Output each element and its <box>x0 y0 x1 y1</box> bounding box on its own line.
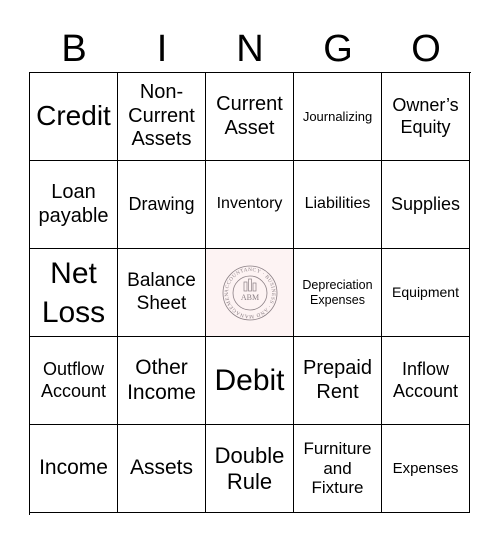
bingo-cell[interactable] <box>382 161 470 249</box>
cell-text: Drawing <box>128 193 195 214</box>
cell-text: Credit <box>36 100 111 132</box>
cell-text: Income <box>39 456 108 480</box>
bingo-cell[interactable] <box>118 425 206 513</box>
cell-text: Non- Current Assets <box>128 81 195 151</box>
bingo-cell[interactable] <box>382 249 470 337</box>
cell-text: Prepaid Rent <box>303 357 372 403</box>
cell-text: Other Income <box>127 355 196 404</box>
cell-text: Debit <box>214 363 285 397</box>
cell-text: Net Loss <box>41 256 106 329</box>
bingo-cell[interactable] <box>294 249 382 337</box>
bingo-card <box>29 72 471 515</box>
cell-text: Owner’s Equity <box>392 95 459 137</box>
bingo-cell[interactable] <box>294 337 382 425</box>
cell-text: Loan payable <box>38 181 109 227</box>
bingo-cell[interactable] <box>118 337 206 425</box>
bingo-cell[interactable] <box>206 161 294 249</box>
bingo-cell[interactable] <box>30 425 118 513</box>
bingo-cell[interactable] <box>294 161 382 249</box>
logo-text: ABM <box>240 292 259 302</box>
bingo-cell[interactable] <box>206 425 294 513</box>
header-letter-g: G <box>323 28 353 70</box>
cell-text: Equipment <box>392 284 459 301</box>
cell-text: Journalizing <box>302 108 373 124</box>
building-logo-icon <box>220 263 280 323</box>
svg-text:ACCOUNTANCY · BUSINESS · AND M <box>220 263 276 319</box>
cell-text: Depreciation Expenses <box>302 277 373 307</box>
cell-text: Liabilities <box>304 195 371 213</box>
bingo-cell[interactable] <box>294 425 382 513</box>
cell-text: Outflow Account <box>40 359 107 401</box>
logo-ring-text: ACCOUNTANCY · BUSINESS · AND MANAGEMEN <box>223 266 276 319</box>
bingo-cell[interactable] <box>30 249 118 337</box>
cell-text: Double Rule <box>214 442 285 494</box>
bingo-cell[interactable] <box>382 425 470 513</box>
header-letter-i: I <box>156 28 168 70</box>
cell-text: Expenses <box>392 459 459 477</box>
cell-text: Inflow Account <box>392 359 459 401</box>
bingo-cell[interactable] <box>382 73 470 161</box>
bingo-cell[interactable] <box>382 337 470 425</box>
bingo-cell[interactable] <box>30 337 118 425</box>
bingo-cell[interactable] <box>118 73 206 161</box>
bingo-cell[interactable] <box>118 249 206 337</box>
free-space[interactable] <box>206 249 294 337</box>
header-letter-b: B <box>61 28 87 70</box>
bingo-cell[interactable] <box>206 73 294 161</box>
bingo-cell[interactable] <box>206 337 294 425</box>
bingo-cell[interactable] <box>30 161 118 249</box>
bingo-cell[interactable] <box>118 161 206 249</box>
header-letter-n: N <box>236 28 264 70</box>
bingo-cell[interactable] <box>30 73 118 161</box>
bingo-cell[interactable] <box>294 73 382 161</box>
cell-text: Supplies <box>390 193 461 214</box>
cell-text: Assets <box>129 456 194 480</box>
bingo-header <box>30 26 470 72</box>
cell-text: Current Asset <box>216 93 283 139</box>
cell-text: Inventory <box>216 195 283 213</box>
cell-text: Balance Sheet <box>127 270 196 314</box>
header-letter-o: O <box>411 28 441 70</box>
cell-text: Furniture and Fixture <box>303 438 372 498</box>
